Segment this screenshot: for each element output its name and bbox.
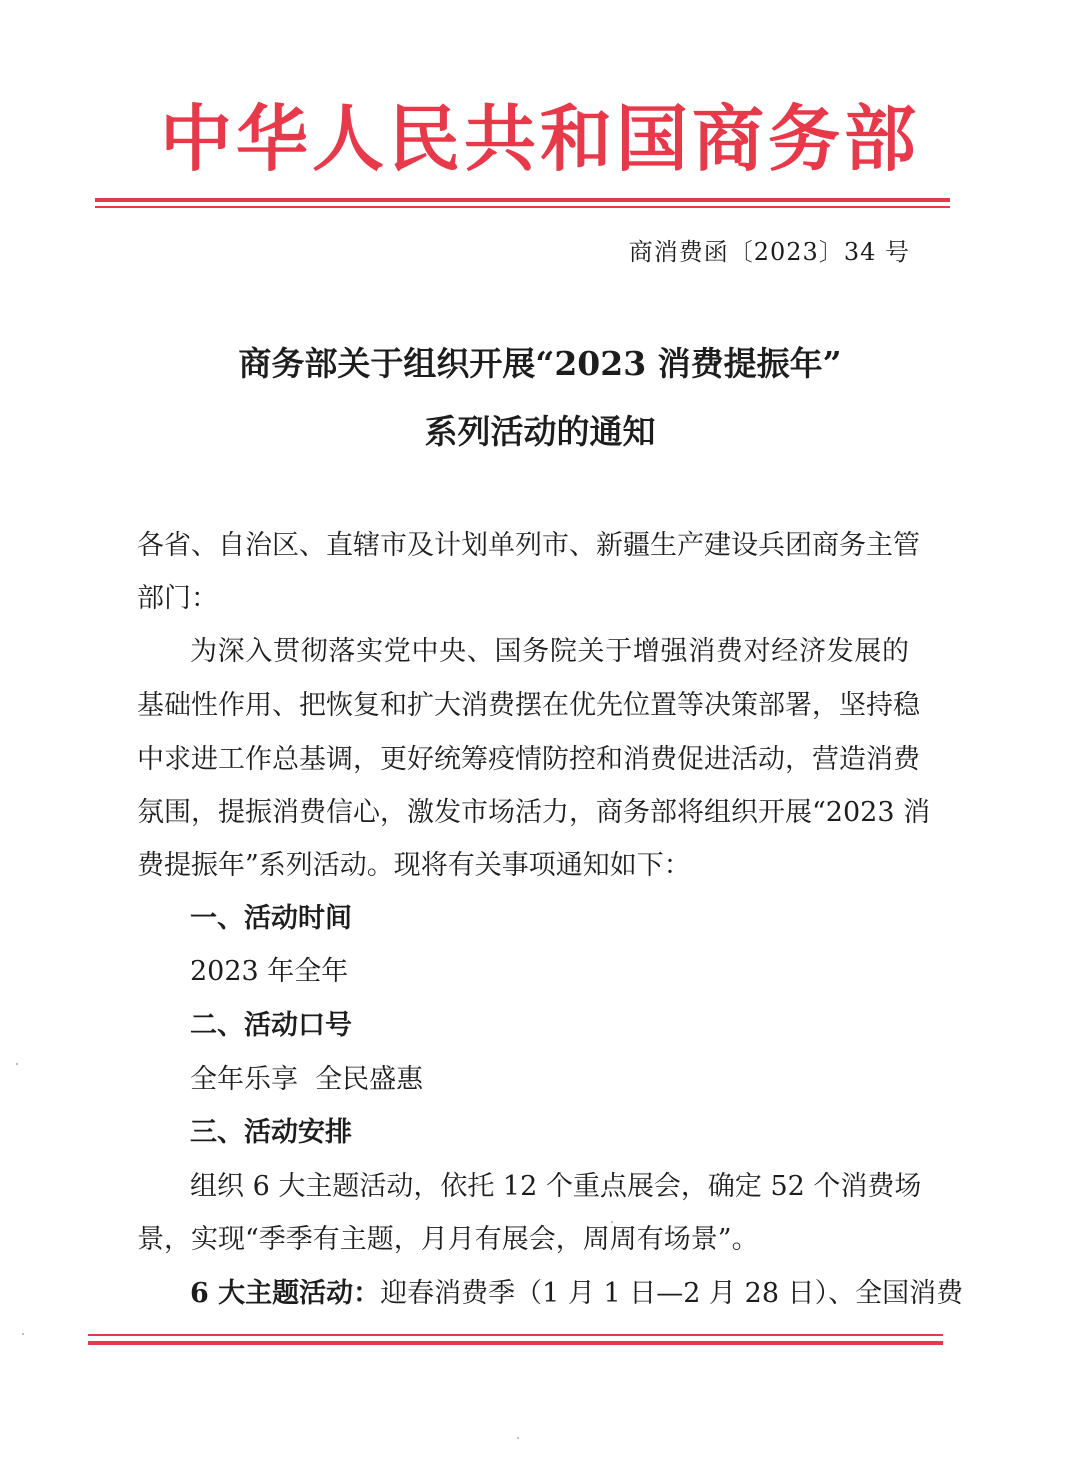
section-body: 组织 6 大主题活动，依托 12 个重点展会，确定 52 个消费场	[190, 1171, 922, 1202]
section-body: 全年乐享 全民盛惠	[190, 1064, 424, 1095]
footer-rule-thick	[88, 1341, 943, 1345]
document-number: 商消费函〔2023〕34 号	[628, 238, 910, 266]
section-heading: 三、活动安排	[190, 1117, 352, 1148]
section-heading: 一、活动时间	[190, 903, 352, 934]
intro-paragraph-line: 费提振年”系列活动。现将有关事项通知如下：	[137, 850, 691, 881]
notice-title-line-2: 系列活动的通知	[424, 412, 656, 451]
scan-speck	[517, 1437, 519, 1439]
header-rule-thin	[95, 206, 950, 208]
section-body: 2023 年全年	[190, 956, 349, 987]
section-body: 景，实现“季季有主题，月月有展会，周周有场景”。	[137, 1224, 759, 1255]
intro-paragraph-line: 基础性作用、把恢复和扩大消费摆在优先位置等决策部署，坚持稳	[137, 690, 920, 721]
footer-rule-thin	[88, 1334, 943, 1336]
intro-paragraph-line: 中求进工作总基调，更好统筹疫情防控和消费促进活动，营造消费	[137, 744, 920, 775]
theme-activities-text: 迎春消费季（1 月 1 日—2 月 28 日）、全国消费	[380, 1278, 964, 1309]
intro-paragraph-line: 为深入贯彻落实党中央、国务院关于增强消费对经济发展的	[190, 636, 909, 667]
addressee-line: 各省、自治区、直辖市及计划单列市、新疆生产建设兵团商务主管	[137, 530, 920, 561]
notice-title-line-1: 商务部关于组织开展“2023 消费提振年”	[238, 344, 842, 383]
scan-speck	[22, 1333, 24, 1335]
header-rule-thick	[95, 198, 950, 202]
ministry-masthead: 中华人民共和国商务部	[159, 97, 920, 181]
scan-speck	[611, 1221, 613, 1223]
intro-paragraph-line: 氛围，提振消费信心，激发市场活力，商务部将组织开展“2023 消	[137, 797, 931, 828]
section-body	[190, 1276, 963, 1312]
theme-activities-label: 6 大主题活动：	[190, 1278, 381, 1309]
addressee-line: 部门：	[137, 583, 218, 614]
scan-speck	[16, 1063, 18, 1065]
section-heading: 二、活动口号	[190, 1010, 352, 1041]
